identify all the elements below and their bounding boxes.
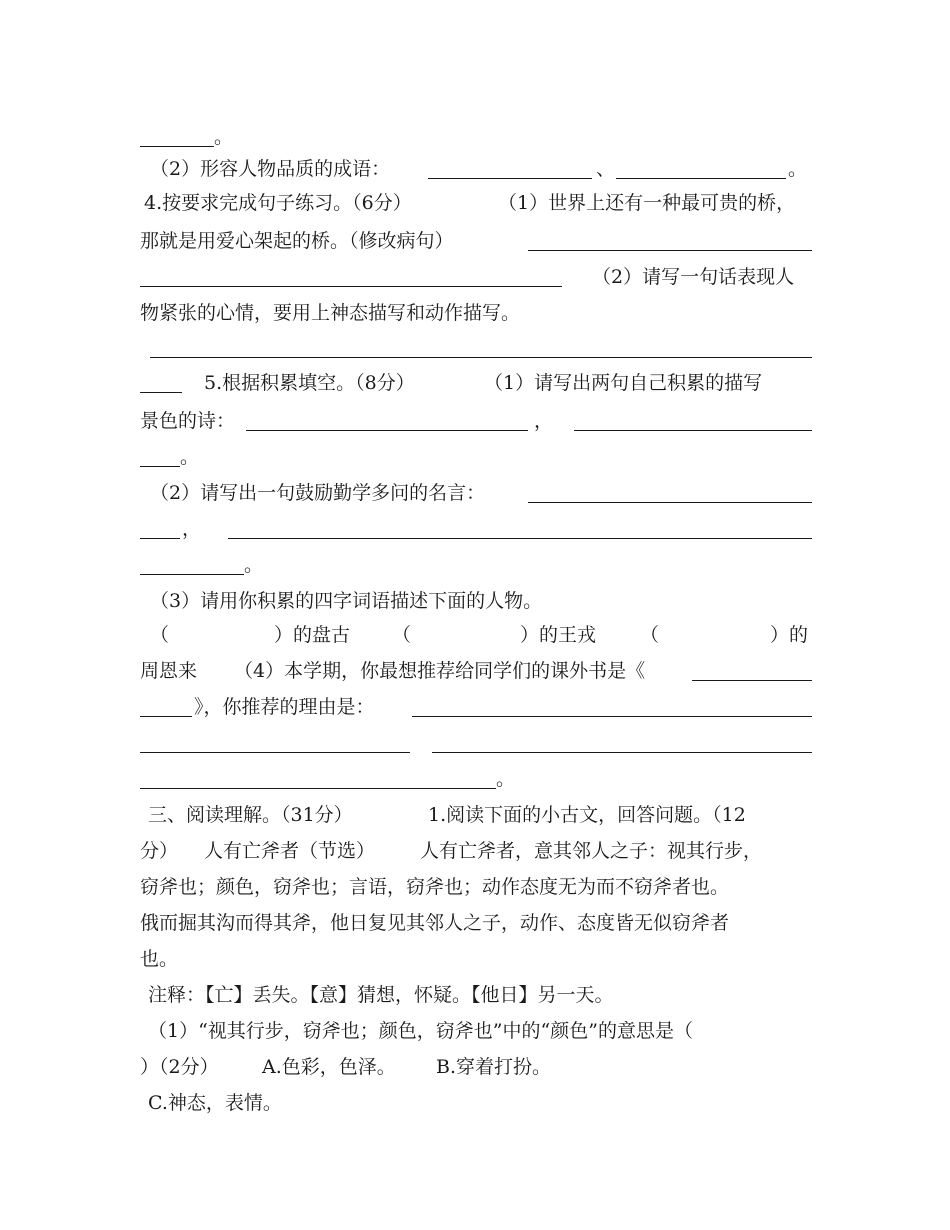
text-line <box>0 368 950 406</box>
text-segment: 三、阅读理解。（31分） <box>148 804 353 826</box>
text-line <box>0 872 950 910</box>
text-line <box>0 836 950 874</box>
text-line <box>0 586 950 624</box>
text-segment: 。 <box>180 446 200 468</box>
text-segment: 。 <box>496 768 516 790</box>
text-segment: 那就是用爱心架起的桥。（修改病句） <box>140 230 454 252</box>
text-segment: ， <box>182 518 202 540</box>
text-line <box>0 406 950 444</box>
text-line <box>0 442 950 480</box>
text-segment: ）的 <box>770 624 809 646</box>
text-segment: A.色彩，色泽。 <box>262 1056 396 1078</box>
text-line <box>0 514 950 552</box>
text-line <box>0 550 950 588</box>
answer-blank[interactable] <box>528 226 812 251</box>
answer-blank[interactable] <box>140 514 180 539</box>
text-segment: C.神态，表情。 <box>148 1092 282 1114</box>
text-segment: 景色的诗： <box>140 410 236 432</box>
text-line <box>0 154 950 192</box>
answer-blank[interactable] <box>432 728 812 753</box>
answer-blank[interactable] <box>412 692 812 717</box>
text-line <box>0 728 950 766</box>
answer-blank[interactable] <box>140 764 496 789</box>
text-segment: （ <box>150 624 170 646</box>
text-segment: ）的盘古 <box>274 624 351 646</box>
answer-blank[interactable] <box>140 368 182 393</box>
text-line <box>0 944 950 982</box>
text-line <box>0 298 950 336</box>
text-line <box>0 188 950 226</box>
text-line <box>0 656 950 694</box>
answer-blank[interactable] <box>150 333 812 358</box>
answer-blank[interactable] <box>528 478 812 503</box>
text-line <box>0 478 950 516</box>
text-segment: 1.阅读下面的小古文，回答问题。（12 <box>428 804 746 826</box>
answer-blank[interactable] <box>692 656 812 681</box>
answer-blank[interactable] <box>140 262 562 287</box>
text-segment: 窃斧也；颜色，窃斧也；言语，窃斧也；动作态度无为而不窃斧者也。 <box>140 876 730 898</box>
text-segment: 俄而掘其沟而得其斧，他日复见其邻人之子，动作、态度皆无似窃斧者 <box>140 912 730 934</box>
text-segment: 5.根据积累填空。（8分） <box>204 372 415 394</box>
text-segment: 人有亡斧者，意其邻人之子：视其行步， <box>420 840 763 862</box>
text-segment: 。 <box>214 126 234 148</box>
text-line <box>0 908 950 946</box>
text-segment: 。 <box>788 158 808 180</box>
text-segment: （1）“视其行步，窃斧也；颜色，窃斧也”中的“颜色”的意思是（ <box>148 1020 693 1042</box>
text-line <box>0 692 950 730</box>
text-segment: 人有亡斧者（节选） <box>204 840 376 862</box>
text-segment: ）的王戎 <box>520 624 597 646</box>
text-segment: ， <box>534 410 554 432</box>
answer-blank[interactable] <box>140 442 180 467</box>
text-line <box>0 1016 950 1054</box>
text-segment: （1）请写出两句自己积累的描写 <box>484 372 763 394</box>
text-line <box>0 980 950 1018</box>
text-line <box>0 620 950 658</box>
text-segment: （ <box>640 624 660 646</box>
text-line <box>0 1052 950 1090</box>
text-segment: （4）本学期，你最想推荐给同学们的课外书是《 <box>234 660 646 682</box>
answer-blank[interactable] <box>616 154 786 179</box>
text-segment: 。 <box>244 554 264 576</box>
text-segment: （1）世界上还有一种最可贵的桥， <box>498 192 796 214</box>
answer-blank[interactable] <box>574 406 812 431</box>
text-line <box>0 800 950 838</box>
text-segment: 、 <box>596 158 616 180</box>
text-line <box>0 262 950 300</box>
text-segment: B.穿着打扮。 <box>436 1056 552 1078</box>
text-segment: 分） <box>140 840 179 862</box>
text-segment: （3）请用你积累的四字词语描述下面的人物。 <box>150 590 543 612</box>
text-segment: ）（2分） <box>140 1056 219 1078</box>
answer-blank[interactable] <box>140 550 244 575</box>
answer-blank[interactable] <box>140 122 214 147</box>
text-line <box>0 764 950 802</box>
text-segment: 4.按要求完成句子练习。（6分） <box>144 192 412 214</box>
text-segment: 周恩来 <box>140 660 198 682</box>
text-line <box>0 226 950 264</box>
text-segment: （2）形容人物品质的成语： <box>150 158 391 180</box>
answer-blank[interactable] <box>428 154 592 179</box>
text-segment: （ <box>392 624 412 646</box>
answer-blank[interactable] <box>140 692 192 717</box>
text-line <box>0 1088 950 1126</box>
answer-blank[interactable] <box>246 406 528 431</box>
answer-blank[interactable] <box>228 514 812 539</box>
text-segment: （2）请写出一句鼓励勤学多问的名言： <box>150 482 486 504</box>
text-segment: 也。 <box>140 948 179 970</box>
text-segment: 物紧张的心情，要用上神态描写和动作描写。 <box>140 302 521 324</box>
answer-blank[interactable] <box>140 728 410 753</box>
text-segment: 注释：【亡】丢失。【意】猜想，怀疑。【他日】另一天。 <box>148 984 614 1006</box>
text-line <box>0 333 950 371</box>
text-segment: 》，你推荐的理由是： <box>194 696 375 718</box>
text-segment: （2）请写一句话表现人 <box>592 266 795 288</box>
